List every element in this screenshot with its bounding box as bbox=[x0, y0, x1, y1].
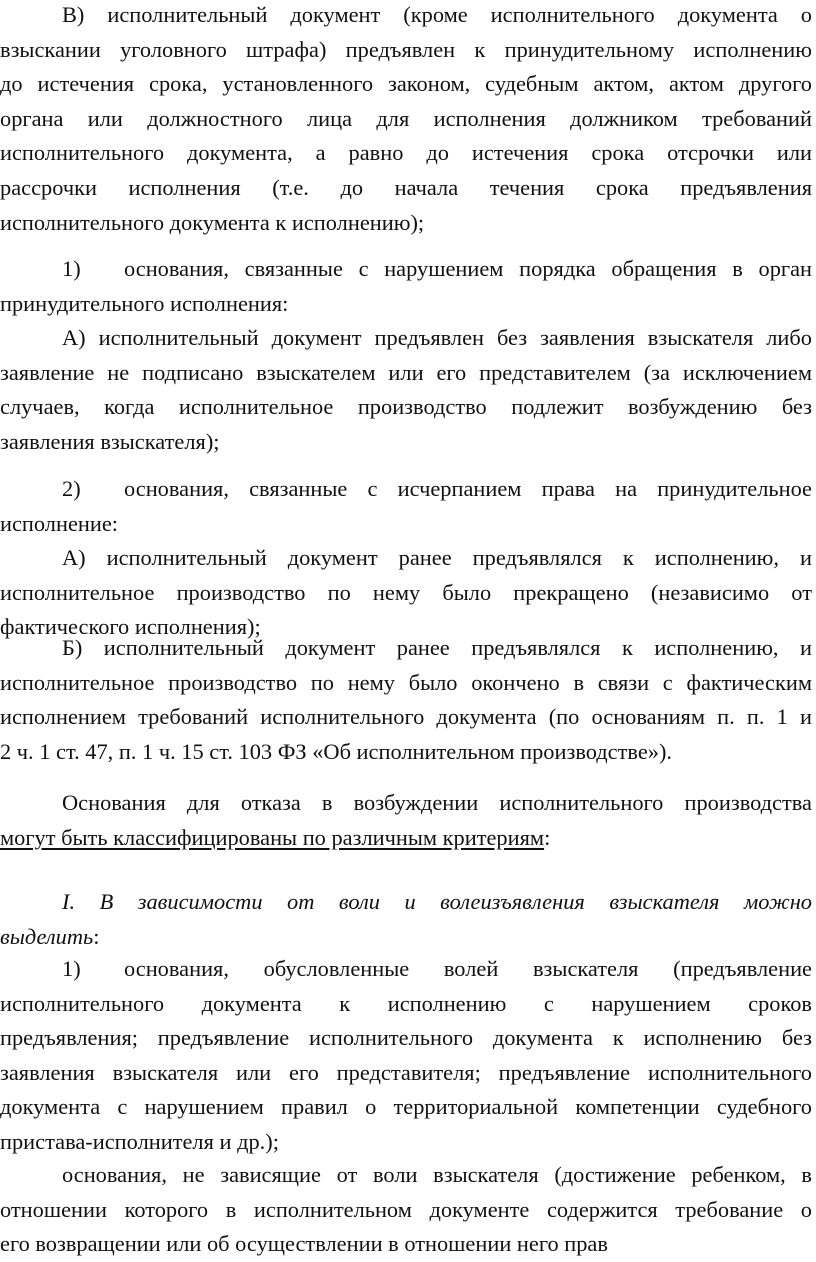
text-line: рассрочки исполнения (т.е. до начала течения срока предъявления bbox=[0, 174, 812, 200]
text-line: взыскании уголовного штрафа) предъявлен к принудительному исполнению bbox=[0, 36, 812, 62]
text-line: органа или должностного лица для исполнения должником требований bbox=[0, 105, 812, 131]
item-text: основания, связанные с исчерпанием права на принудительное bbox=[124, 476, 812, 501]
paragraph-item1-a bbox=[0, 321, 812, 459]
paragraph-item2-b bbox=[0, 631, 812, 769]
text-line: Основания для отказа в возбуждении исполнительного производства bbox=[62, 790, 812, 815]
text-line: Б) исполнительный документ ранее предъявлялся к исполнению, и bbox=[62, 635, 812, 660]
text-line bbox=[0, 821, 812, 856]
text-line: В) исполнительный документ (кроме исполнительного документа о bbox=[62, 2, 812, 27]
list-item-2 bbox=[0, 472, 812, 541]
item-number: 1) bbox=[62, 256, 81, 281]
paragraph-item2-a bbox=[0, 541, 812, 645]
text-line: исполнительного документа к исполнению); bbox=[0, 209, 425, 235]
item-text: основания, обусловленные волей взыскателя (предъявление bbox=[124, 956, 812, 981]
text-line: исполнительного документа, а равно до истечения срока отсрочки или bbox=[0, 140, 812, 166]
text-line: заявления взыскателя или его представителя; предъявление исполнительного bbox=[0, 1059, 812, 1085]
text-line: пристава-исполнителя и др.); bbox=[0, 1128, 279, 1154]
text-line: принудительного исполнения: bbox=[0, 290, 289, 316]
text-line bbox=[0, 920, 812, 955]
text-line bbox=[0, 952, 812, 987]
text-line: заявление не подписано взыскателем или его представителем (за исключением bbox=[0, 359, 812, 385]
item-number: 2) bbox=[62, 476, 81, 501]
text-line: отношении которого в исполнительном документе содержится требование о bbox=[0, 1196, 812, 1222]
text-line bbox=[0, 252, 812, 287]
paragraph-v bbox=[0, 0, 812, 240]
text-line: исполнением требований исполнительного документа (по основаниям п. п. 1 и bbox=[0, 704, 812, 730]
text-line: основания, не зависящие от воли взыскателя (достижение ребенком, в bbox=[62, 1162, 812, 1187]
text-line: предъявления; предъявление исполнительного документа к исполнению без bbox=[0, 1025, 812, 1051]
text-line: А) исполнительный документ ранее предъявлялся к исполнению, и bbox=[62, 545, 812, 570]
text-line: фактического исполнения); bbox=[0, 614, 261, 640]
section-1-item-2 bbox=[0, 1158, 812, 1262]
text-tail: : bbox=[544, 824, 551, 850]
text-line: документа с нарушением правил о территориальной компетенции судебного bbox=[0, 1094, 812, 1120]
text-line: случаев, когда исполнительное производство подлежит возбуждению без bbox=[0, 394, 812, 420]
text-line: исполнительное производство по нему было окончено в связи с фактическим bbox=[0, 669, 812, 695]
section-1-item-1 bbox=[0, 952, 812, 1160]
list-item-1 bbox=[0, 252, 812, 321]
text-line bbox=[0, 472, 812, 507]
item-number: 1) bbox=[62, 956, 81, 981]
text-line: I. В зависимости от воли и волеизъявления взыскателя можно bbox=[62, 889, 812, 914]
text-line: заявления взыскателя); bbox=[0, 428, 220, 454]
text-line: исполнение: bbox=[0, 510, 119, 536]
section-1-heading bbox=[0, 885, 812, 954]
text-tail: : bbox=[93, 923, 100, 949]
item-text: основания, связанные с нарушением порядка обращения в орган bbox=[124, 256, 812, 281]
italic-text: выделить bbox=[0, 923, 94, 949]
text-line: 2 ч. 1 ст. 47, п. 1 ч. 15 ст. 103 ФЗ «Об исполнительном производстве»). bbox=[0, 738, 673, 764]
text-line: исполнительное производство по нему было прекращено (независимо от bbox=[0, 579, 812, 605]
paragraph-classification bbox=[0, 786, 812, 855]
text-line: А) исполнительный документ предъявлен без заявления взыскателя либо bbox=[62, 325, 812, 350]
text-line: до истечения срока, установленного законом, судебным актом, актом другого bbox=[0, 71, 812, 97]
underlined-text: могут быть классифицированы по различным критериям bbox=[0, 824, 545, 850]
text-line: его возвращении или об осуществлении в отношении него прав bbox=[0, 1231, 608, 1257]
text-line: исполнительного документа к исполнению с нарушением сроков bbox=[0, 990, 812, 1016]
